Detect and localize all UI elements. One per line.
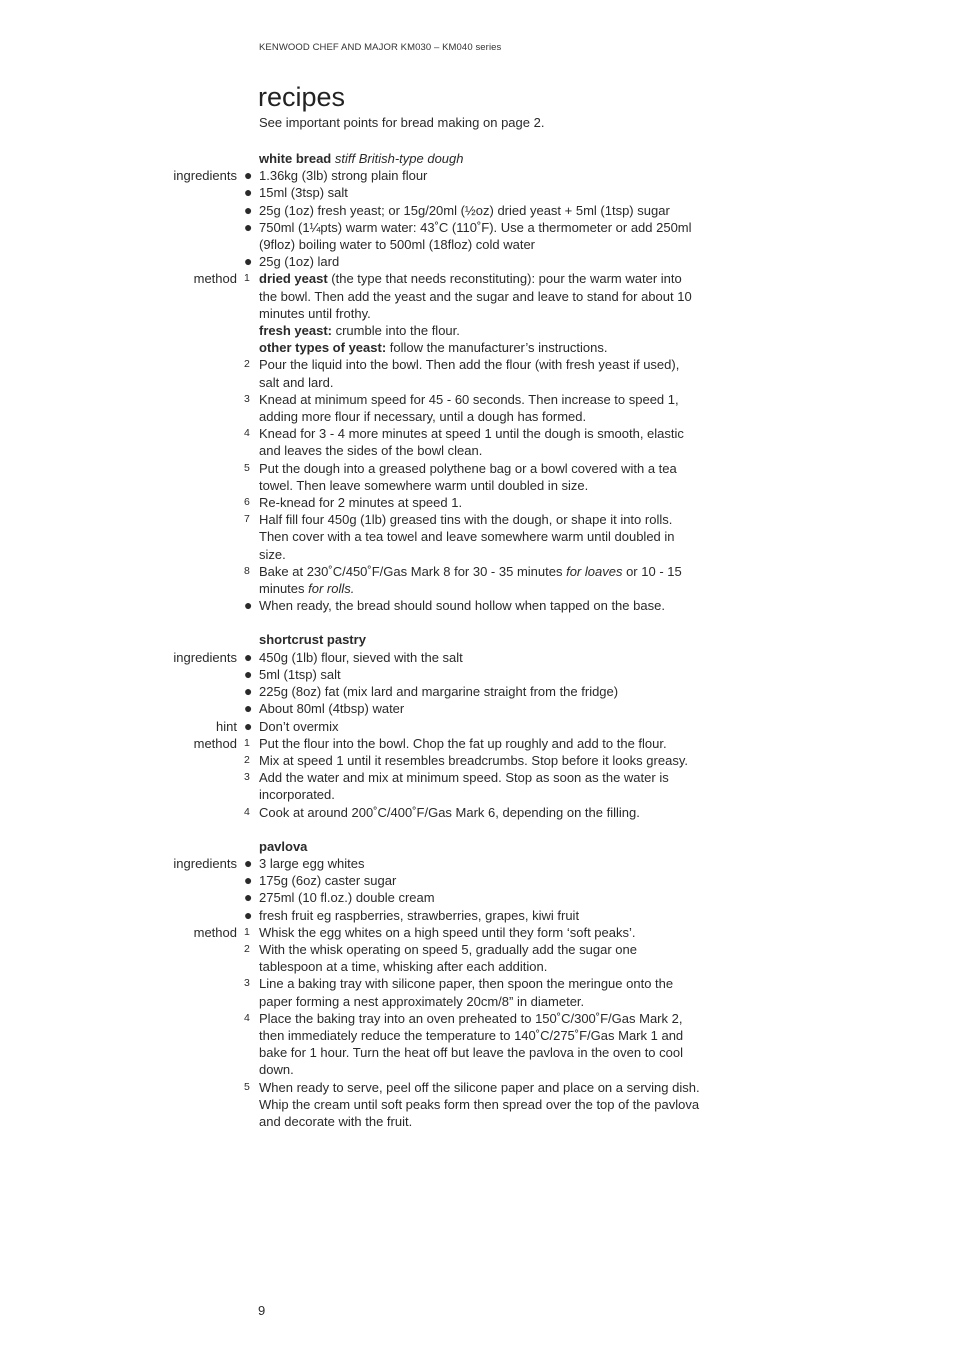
step-number: 3 <box>244 977 250 990</box>
ingredient-item: ● 275ml (10 fl.oz.) double cream <box>244 889 435 906</box>
hint-item: hint ● Don’t overmix <box>216 717 339 734</box>
bullet-icon: ● <box>244 597 253 614</box>
method-step: 3 Line a baking tray with silicone paper, then spoon the meringue onto the paper forming a nest approximately 20cm/8” in diameter. <box>244 976 674 1009</box>
document-header: KENWOOD CHEF AND MAJOR KM030 – KM040 series <box>259 42 502 53</box>
bullet-icon: ● <box>244 184 253 201</box>
recipe-white-bread <box>0 150 954 614</box>
method-step: 7 Half fill four 450g (1lb) greased tins with the dough, or shape it into rolls. Then cover with a tea towel and leave somewhere warm until doubled in size. <box>244 512 675 562</box>
bullet-icon: ● <box>244 648 253 665</box>
bullet-icon: ● <box>244 253 253 270</box>
method-step: 4 Cook at around 200˚C/400˚F/Gas Mark 6, depending on the filling. <box>244 804 640 820</box>
method-label: method <box>193 271 237 287</box>
ingredient-item: ● 25g (1oz) fresh yeast; or 15g/20ml (½oz) dried yeast + 5ml (1tsp) sugar <box>244 201 670 218</box>
method-step: 2 Mix at speed 1 until it resembles breadcrumbs. Stop before it looks greasy. <box>244 752 688 768</box>
method-step: 2 Pour the liquid into the bowl. Then add the flour (with fresh yeast if used), salt and lard. <box>244 357 680 390</box>
recipe-pavlova <box>0 838 954 1130</box>
method-step: method 1 Put the flour into the bowl. Chop the fat up roughly and add to the flour. <box>193 735 667 751</box>
step-number: 1 <box>244 925 250 938</box>
recipe-subtitle: stiff British-type dough <box>334 151 464 166</box>
recipe-name: white bread <box>259 151 332 166</box>
method-step: 5 Put the dough into a greased polythene bag or a bowl covered with a tea towel. Then leave somewhere warm until doubled in size. <box>244 460 677 493</box>
ingredient-item: ● 225g (8oz) fat (mix lard and margarine straight from the fridge) <box>244 683 619 700</box>
method-step: method 1 dried yeast (the type that needs reconstituting): pour the warm water into the bowl. Then add the yeast and the sugar and leave to stand for about 10 minutes until frothy. fresh yeast: crumble into the flour. other types of yeast: follow the manufacturer’s instructions. <box>193 271 692 356</box>
bullet-icon: ● <box>244 700 253 717</box>
fresh-yeast-label: fresh yeast: <box>259 323 332 339</box>
step-number: 2 <box>244 753 250 766</box>
bullet-icon: ● <box>244 683 253 700</box>
method-label: method <box>193 924 237 940</box>
method-note: ● When ready, the bread should sound hollow when tapped on the base. <box>244 597 665 614</box>
ingredients-label: ingredients <box>173 855 237 871</box>
method-step: 2 With the whisk operating on speed 5, gradually add the sugar one tablespoon at a time, whisking after each addition. <box>244 941 637 975</box>
step-number: 8 <box>244 564 250 577</box>
step-number: 1 <box>244 736 250 749</box>
step-number: 5 <box>244 461 250 474</box>
ingredients-label: ingredients <box>173 168 237 184</box>
step-number: 2 <box>244 358 250 371</box>
bullet-icon: ● <box>244 854 253 871</box>
method-step: 5 When ready to serve, peel off the silicone paper and place on a serving dish. Whip the cream until soft peaks form then spread over the top of the pavlova and decorate with the fruit. <box>244 1079 700 1129</box>
step-number: 1 <box>244 272 250 285</box>
step-number: 4 <box>244 1011 250 1024</box>
ingredient-item: ● 5ml (1tsp) salt <box>244 665 341 682</box>
method-step: 8 Bake at 230˚C/450˚F/Gas Mark 8 for 30 - 35 minutes for loaves or 10 - 15 minutes for rolls. <box>244 563 682 597</box>
hint-label: hint <box>216 718 237 734</box>
step-number: 7 <box>244 513 250 526</box>
recipe-title <box>0 631 954 648</box>
method-label: method <box>193 735 237 751</box>
ingredient-item: ● About 80ml (4tbsp) water <box>244 700 405 717</box>
bullet-icon: ● <box>244 665 253 682</box>
ingredient-item: ● 750ml (1¼pts) warm water: 43˚C (110˚F). Use a thermometer or add 250ml (9floz) boiling water to 500ml (18floz) cold water <box>244 218 692 253</box>
bullet-icon: ● <box>244 201 253 218</box>
recipe-name: pavlova <box>259 838 308 854</box>
ingredient-item: ● 15ml (3tsp) salt <box>244 184 348 201</box>
bullet-icon: ● <box>244 218 253 235</box>
bullet-icon: ● <box>244 167 253 184</box>
page-title: recipes <box>258 82 346 112</box>
page-number: 9 <box>258 1303 266 1318</box>
method-step: 3 Knead at minimum speed for 45 - 60 seconds. Then increase to speed 1, adding more flour if necessary, until a dough has formed. <box>244 391 679 425</box>
bullet-icon: ● <box>244 889 253 906</box>
recipe-title <box>0 838 954 855</box>
recipe-name: shortcrust pastry <box>259 632 366 648</box>
recipe-title <box>0 150 954 167</box>
step-number: 2 <box>244 942 250 955</box>
step-number: 6 <box>244 496 250 509</box>
ingredient-item: ingredients ● 450g (1lb) flour, sieved with the salt <box>173 648 463 665</box>
method-step: 4 Knead for 3 - 4 more minutes at speed 1 until the dough is smooth, elastic and leaves the sides of the bowl clean. <box>244 426 684 459</box>
step-number: 4 <box>244 805 250 818</box>
recipes-container <box>0 150 954 1147</box>
step-number: 5 <box>244 1080 250 1093</box>
dried-yeast-label: dried yeast <box>259 271 328 287</box>
ingredient-item: ● 175g (6oz) caster sugar <box>244 872 397 889</box>
step-number: 3 <box>244 392 250 405</box>
intro-text: See important points for bread making on page 2. <box>259 115 545 130</box>
step-number: 4 <box>244 427 250 440</box>
ingredients-label: ingredients <box>173 649 237 665</box>
method-step: 6 Re-knead for 2 minutes at speed 1. <box>244 495 463 511</box>
method-step: 3 Add the water and mix at minimum speed. Stop as soon as the water is incorporated. <box>244 770 669 803</box>
bullet-icon: ● <box>244 906 253 923</box>
other-yeast-label: other types of yeast: <box>259 340 387 356</box>
method-step: 4 Place the baking tray into an oven preheated to 150˚C/300˚F/Gas Mark 2, then immediately reduce the temperature to 140˚C/275˚F/Gas Mark 1 and bake for 1 hour. Turn the heat off but leave the pavlova in the oven to cool down. <box>244 1010 684 1078</box>
ingredient-item: ingredients ● 3 large egg whites <box>173 854 365 871</box>
bullet-icon: ● <box>244 872 253 889</box>
method-step: method 1 Whisk the egg whites on a high speed until they form ‘soft peaks’. <box>193 924 636 940</box>
bullet-icon: ● <box>244 717 253 734</box>
ingredient-item: ● 25g (1oz) lard <box>244 253 340 270</box>
step-number: 3 <box>244 771 250 784</box>
ingredient-item: ingredients ● 1.36kg (3lb) strong plain flour <box>173 167 428 184</box>
ingredient-item: ● fresh fruit eg raspberries, strawberries, grapes, kiwi fruit <box>244 906 580 923</box>
recipe-shortcrust-pastry <box>0 631 954 820</box>
